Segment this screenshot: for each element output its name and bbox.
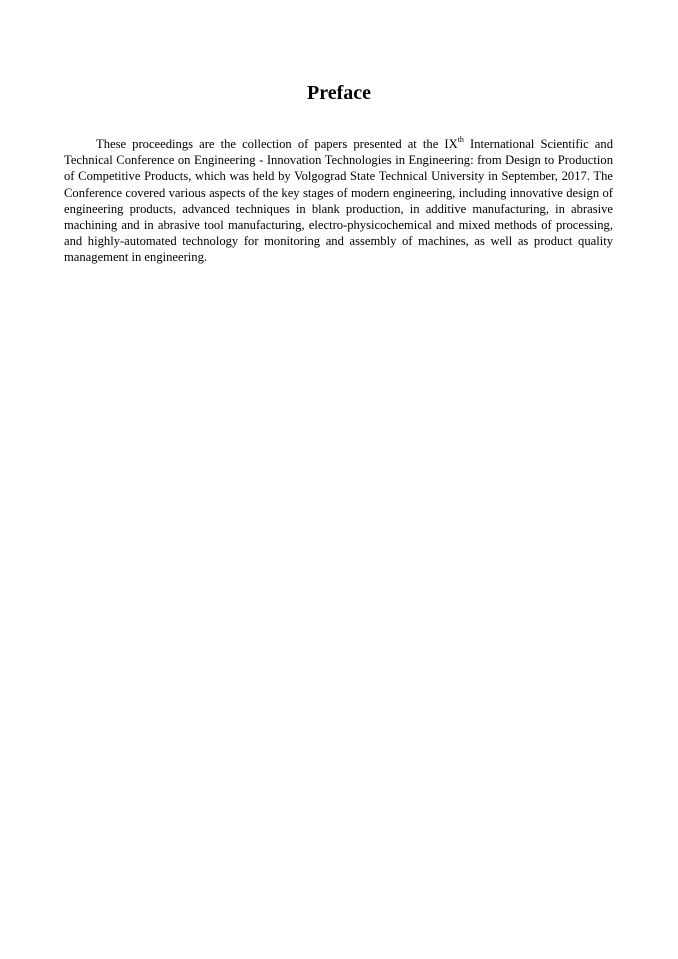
ordinal-superscript: th [457, 134, 464, 144]
paragraph-text-rest: International Scientific and Technical Conference on Engineering - Innovation Technologies in Engineering: from Design to Production of Competitive Products, which was held by Volgograd State Technical University in September, 2017. The Conference covered various aspects of the key stages of modern engineering, including innovative design of engineering products, advanced techniques in blank production, in additive manufacturing, in abrasive machining and in abrasive tool manufacturing, electro-physicochemical and mixed methods of processing, and highly-automated technology for monitoring and assembly of machines, as well as product quality management in engineering. [64, 137, 613, 265]
page-title: Preface [306, 82, 372, 104]
preface-paragraph [64, 136, 613, 266]
paragraph-text-start: These proceedings are the collection of papers presented at the IX [96, 137, 458, 151]
